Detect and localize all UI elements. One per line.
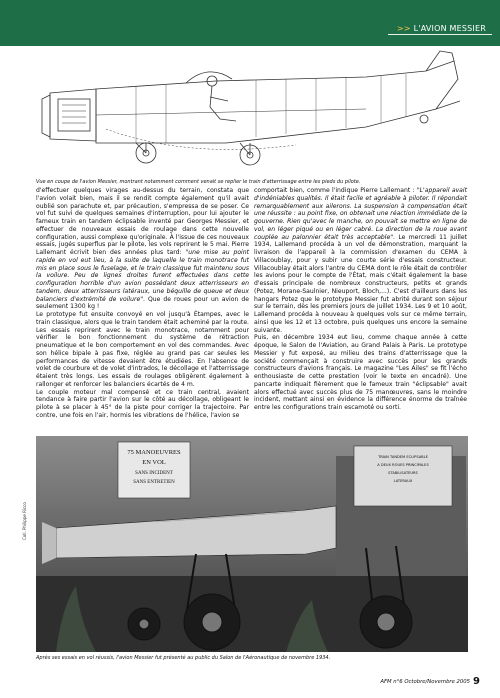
pilot-quote: "L'appareil avait d'indéniables qualités. Il était facile et agréable à piloter. Il répondait remarquablement aux ailerons. La suspension à compensation était une réussite : au point fixe, on obtenait une réaction immédiate de la gouverne. Rien qu'avec le manche, on pouvait se mettre en ligne de vol, en léger piqué ou en léger cabré. La direction de la roue avant couplée au palonnier était très acceptable" — [254, 187, 468, 241]
article-column-right — [254, 187, 467, 412]
svg-text:A DEUX ROUES PRINCIPALES: A DEUX ROUES PRINCIPALES — [377, 463, 429, 467]
svg-text:STABILISATEURS: STABILISATEURS — [388, 471, 418, 475]
cutaway-drawing-svg — [36, 49, 464, 175]
issue-info: AFM n°6 Octobre/Novembre 2005 — [380, 679, 471, 685]
salon-photo — [36, 436, 468, 652]
salon-photo-svg — [36, 436, 468, 652]
svg-text:EN VOL: EN VOL — [142, 459, 166, 466]
section-title — [397, 24, 486, 33]
photo-credit: Coll. Philippe Ricco — [22, 502, 27, 540]
svg-text:SANS ENTRETIEN: SANS ENTRETIEN — [133, 480, 175, 485]
figure-caption-top: Vue en coupe de l'avion Messier, montrant notamment comment venait se replier le train d'atterrissage entre les pieds du pilote. — [36, 179, 361, 185]
photo-caption: Après ses essais en vol réussis, l'avion Messier fut présenté au public du Salon de l'Aéronautique de novembre 1934. — [36, 655, 331, 661]
svg-text:SANS INCIDENT: SANS INCIDENT — [135, 471, 173, 476]
paragraph: Puis, en décembre 1934 eut lieu, comme chaque année à cette époque, le Salon de l'Aviation, au Grand Palais à Paris. Le prototype Messier y fut exposé, au milieu des trains d'atterrissage que la société commençait à construire avec succès pour les grands constructeurs d'avions français. Le magazine "Les Ailes" se fit l'écho enthousiaste de cette prestation (voir le texte en encadré). Une pancarte indiquait fièrement que le fameux train "éclipsable" avait alors effectué avec succès plus de 75 manœuvres, sans le moindre incident, mettant ainsi en évidence la différence énorme de traînée entre les configurations train escamoté ou sorti. — [254, 334, 467, 411]
section-arrows: >> — [396, 24, 411, 33]
sign-train-tandem — [354, 446, 452, 506]
paragraph: comportait bien, comme l'indique Pierre Lallemant : "L'appareil avait d'indéniables qualités. Il était facile et agréable à piloter. Il répondait remarquablement aux ailerons. La suspension à compensation était une réussite : au point fixe, on obtenait une réaction immédiate de la gouverne. Rien qu'avec le manche, on pouvait se mettre en ligne de vol, en léger piqué ou en léger cabré. La direction de la roue avant couplée au palonnier était très acceptable". Le mercredi 11 juillet 1934, Lallemand procéda à un vol de démonstration, marquant la livraison de l'appareil à la commission d'examen du CEMA à Villacoublay, pour y subir une courte série d'essais constructeur. Villacoublay était alors l'antre du CEMA dont le rôle était de contrôler les avions pour le compte de l'État, mais c'était également la base d'essais principale de nombreux constructeurs, petits et grands (Potez, Morane-Saulnier, Nieuport, Bloch,...). C'est d'ailleurs dans les hangars Potez que le prototype Messier fut abrité durant son séjour sur le terrain, dès les premiers jours de juillet 1934. Les 9 et 10 août, Lallemand procéda à nouveau à quelques vols sur ce même terrain, ainsi que les 12 et 13 octobre, puis quelques uns encore la semaine suivante. — [254, 187, 468, 334]
svg-text:75 MANOEUVRES: 75 MANOEUVRES — [127, 449, 181, 456]
header-rule — [388, 34, 492, 35]
paragraph: Le couple moteur mal compensé et ce train central, avaient tendance à faire partir l'avion sur le côté au décollage, obligeant le pilote à se placer à 45° de la piste pour corriger la trajectoire. Par contre, une fois en l'air, hormis les vibrations de l'hélice, l'avion se — [36, 388, 249, 419]
paragraph: Le prototype fut ensuite convoyé en vol jusqu'à Étampes, avec le train classique, alors que le train tandem était acheminé par la route. Les essais reprirent avec le train monotrace, notamment pour vérifier le bon fonctionnement du système de rétraction pneumatique et le bon comportement en vol des commandes. Avec son hélice bipale à pas fixe, réglée au grand pas car seules les performances de vitesse devaient être étudiées. En l'absence de volet de courbure et de volet d'intrados, le décollage et l'atterrissage étaient très longs. Les essais de roulages obligèrent également à rallonger et renforcer les balanciers écartés de 4 m. — [36, 311, 249, 388]
article-column-left — [36, 187, 249, 420]
section-title-text: L'AVION MESSIER — [413, 24, 486, 33]
pilot-quote: "une mise au point rapide en vol eut lieu, à la suite de laquelle le train monotrace fut mis en place sous le fuselage, et le train classique fut maintenu sous la voilure. Peu de lignes droites furent effectuées dans cette configuration horrible d'un avion possédant deux atterrisseurs en tandem, deux atterrisseurs latéraux, une béquille de queue et deux balanciers d'extrémité de voilure" — [36, 249, 250, 303]
svg-text:TRAIN TANDEM ECLIPSABLE: TRAIN TANDEM ECLIPSABLE — [378, 455, 428, 459]
header-bar — [0, 0, 500, 46]
sign-75-manoeuvres — [118, 442, 190, 498]
cutaway-drawing — [36, 49, 464, 175]
page-number: 9 — [473, 676, 480, 687]
paragraph: d'effectuer quelques virages au-dessus du terrain, constata que l'avion volait bien, mais il se rendit compte également qu'il avait oublié son parachute et, par précaution, s'empressa de se poser. Ce vol fut suivi de quelques semaines d'interruption, pour lui ajouter le fameux train en tandem éclipsable inventé par Georges Messier, et effectuer de nouveaux essais de roulage dans cette nouvelle configuration, aussi complexe qu'originale. À l'issue de ces nouveaux essais, jugés superflus par le pilote, les vols reprirent le 5 mai. Pierre Lallemant écrivit bien des années plus tard: "une mise au point rapide en vol eut lieu, à la suite de laquelle le train monotrace fut mis en place sous le fuselage, et le train classique fut maintenu sous la voilure. Peu de lignes droites furent effectuées dans cette configuration horrible d'un avion possédant deux atterrisseurs en tandem, deux atterrisseurs latéraux, une béquille de queue et deux balanciers d'extrémité de voilure". Que de roues pour un avion de seulement 1300 kg ! — [36, 187, 250, 311]
page-footer — [380, 676, 480, 687]
svg-text:LATERAUX: LATERAUX — [393, 479, 413, 483]
